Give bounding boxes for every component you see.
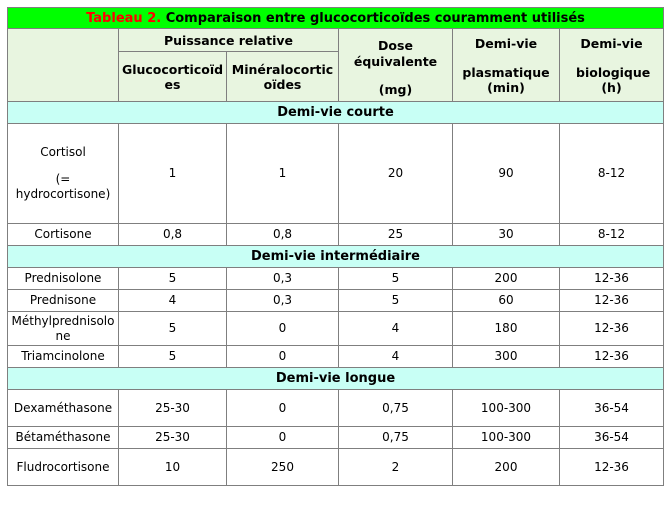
value-cell-gluco: 5 bbox=[119, 312, 227, 346]
value-cell-dose: 2 bbox=[339, 449, 453, 486]
value-cell-mineralo: 0,3 bbox=[227, 268, 339, 290]
section-header: Demi-vie intermédiaire bbox=[8, 246, 664, 268]
table-row bbox=[8, 268, 664, 290]
section-row bbox=[8, 246, 664, 268]
drug-name-cell bbox=[8, 449, 119, 486]
value-cell-bio: 12-36 bbox=[560, 346, 664, 368]
value-cell-bio: 8-12 bbox=[560, 224, 664, 246]
section-header: Demi-vie longue bbox=[8, 368, 664, 390]
value-cell-gluco: 10 bbox=[119, 449, 227, 486]
value-cell-plasma: 60 bbox=[453, 290, 560, 312]
value-cell-gluco: 5 bbox=[119, 268, 227, 290]
drug-name-line: Prednisolone bbox=[24, 271, 102, 285]
value-cell-gluco: 5 bbox=[119, 346, 227, 368]
value-cell-plasma: 200 bbox=[453, 449, 560, 486]
table-row bbox=[8, 346, 664, 368]
drug-name-cell bbox=[8, 427, 119, 449]
header-mineralocorticoides: Minéralocorticoïdes bbox=[227, 52, 339, 102]
glucocorticoid-comparison-table bbox=[7, 7, 664, 486]
value-cell-mineralo: 250 bbox=[227, 449, 339, 486]
value-cell-plasma: 100-300 bbox=[453, 390, 560, 427]
value-cell-dose: 5 bbox=[339, 268, 453, 290]
value-cell-mineralo: 1 bbox=[227, 124, 339, 224]
value-cell-plasma: 300 bbox=[453, 346, 560, 368]
value-cell-mineralo: 0 bbox=[227, 390, 339, 427]
value-cell-dose: 0,75 bbox=[339, 427, 453, 449]
drug-name-line: Triamcinolone bbox=[21, 349, 105, 363]
header-demivie-plasmatique bbox=[453, 29, 560, 102]
header-empty-cell bbox=[8, 29, 119, 102]
value-cell-plasma: 180 bbox=[453, 312, 560, 346]
table-row bbox=[8, 290, 664, 312]
value-cell-bio: 8-12 bbox=[560, 124, 664, 224]
value-cell-gluco: 25-30 bbox=[119, 427, 227, 449]
header-demivie-biologique bbox=[560, 29, 664, 102]
drug-name-cell bbox=[8, 390, 119, 427]
value-cell-bio: 12-36 bbox=[560, 449, 664, 486]
drug-name-line: Méthylprednisolone bbox=[11, 313, 115, 343]
header-demivie-plasma-line2: plasmatique (min) bbox=[462, 64, 550, 95]
drug-name-line: Prednisone bbox=[29, 293, 97, 307]
value-cell-gluco: 4 bbox=[119, 290, 227, 312]
value-cell-mineralo: 0,8 bbox=[227, 224, 339, 246]
value-cell-mineralo: 0 bbox=[227, 312, 339, 346]
value-cell-bio: 36-54 bbox=[560, 390, 664, 427]
header-dose-line2: (mg) bbox=[378, 81, 413, 97]
value-cell-dose: 5 bbox=[339, 290, 453, 312]
value-cell-bio: 12-36 bbox=[560, 312, 664, 346]
value-cell-dose: 20 bbox=[339, 124, 453, 224]
title-row bbox=[8, 8, 664, 29]
table-row bbox=[8, 224, 664, 246]
value-cell-plasma: 30 bbox=[453, 224, 560, 246]
header-dose-line1: Dose équivalente bbox=[353, 37, 438, 69]
value-cell-mineralo: 0,3 bbox=[227, 290, 339, 312]
drug-name-line: Cortisone bbox=[34, 227, 92, 241]
value-cell-dose: 4 bbox=[339, 346, 453, 368]
table-title-label: Tableau 2. bbox=[86, 10, 162, 26]
value-cell-dose: 0,75 bbox=[339, 390, 453, 427]
value-cell-mineralo: 0 bbox=[227, 427, 339, 449]
table-container bbox=[7, 7, 663, 486]
value-cell-plasma: 90 bbox=[453, 124, 560, 224]
drug-name-cell bbox=[8, 124, 119, 224]
drug-name-cell bbox=[8, 346, 119, 368]
header-demivie-bio-line1: Demi-vie bbox=[580, 35, 643, 51]
value-cell-mineralo: 0 bbox=[227, 346, 339, 368]
value-cell-gluco: 1 bbox=[119, 124, 227, 224]
value-cell-plasma: 200 bbox=[453, 268, 560, 290]
value-cell-gluco: 25-30 bbox=[119, 390, 227, 427]
value-cell-dose: 25 bbox=[339, 224, 453, 246]
value-cell-gluco: 0,8 bbox=[119, 224, 227, 246]
header-dose bbox=[339, 29, 453, 102]
drug-name-line: Bétaméthasone bbox=[15, 430, 111, 444]
table-title-text: Comparaison entre glucocorticoïdes couramment utilisés bbox=[161, 10, 585, 26]
header-demivie-plasma-line1: Demi-vie bbox=[474, 35, 538, 51]
value-cell-plasma: 100-300 bbox=[453, 427, 560, 449]
value-cell-bio: 12-36 bbox=[560, 290, 664, 312]
table-row bbox=[8, 124, 664, 224]
header-puissance-relative: Puissance relative bbox=[119, 29, 339, 52]
table-row bbox=[8, 427, 664, 449]
drug-name-line: (= hydrocortisone) bbox=[15, 172, 111, 201]
value-cell-dose: 4 bbox=[339, 312, 453, 346]
header-demivie-bio-line2: biologique (h) bbox=[576, 64, 651, 95]
drug-name-cell bbox=[8, 268, 119, 290]
drug-name-line: Fludrocortisone bbox=[16, 459, 110, 474]
value-cell-bio: 12-36 bbox=[560, 268, 664, 290]
table-row bbox=[8, 390, 664, 427]
table-row bbox=[8, 312, 664, 346]
drug-name-line: Dexaméthasone bbox=[13, 400, 113, 415]
drug-name-line: Cortisol bbox=[40, 145, 86, 159]
drug-name-cell bbox=[8, 224, 119, 246]
table-title bbox=[8, 8, 664, 29]
section-row bbox=[8, 102, 664, 124]
table-row bbox=[8, 449, 664, 486]
section-header: Demi-vie courte bbox=[8, 102, 664, 124]
drug-name-cell bbox=[8, 312, 119, 346]
header-glucocorticoides: Glucocorticoïdes bbox=[119, 52, 227, 102]
section-row bbox=[8, 368, 664, 390]
header-row-1 bbox=[8, 29, 664, 52]
value-cell-bio: 36-54 bbox=[560, 427, 664, 449]
drug-name-cell bbox=[8, 290, 119, 312]
